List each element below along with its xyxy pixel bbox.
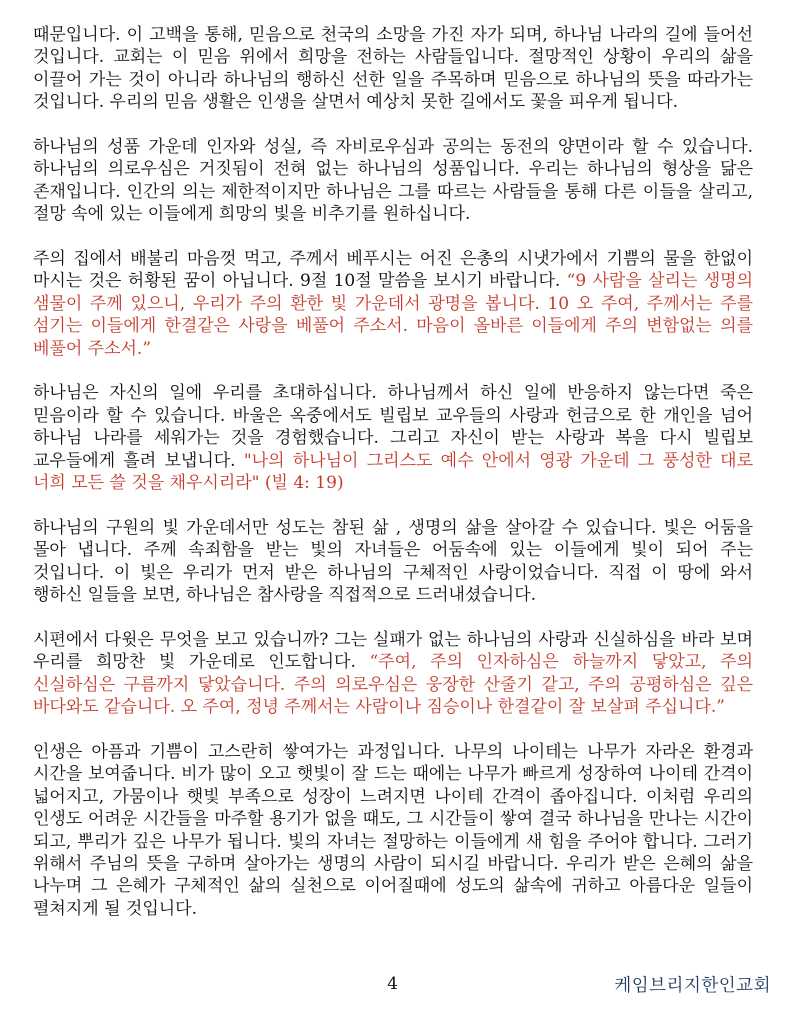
paragraph-2: [33, 136, 753, 226]
body-text-run: 주의 집에서 배불리 마음껏 먹고, 주께서 베푸시는 어진 은총의 시냇가에서 기쁨의 물을 한없이 마시는 것은 허황된 꿈이 아닙니다. 9절 10절 말씀을 보시기 바랍니다.: [33, 249, 753, 292]
body-text-run: 하나님은 자신의 일에 우리를 초대하십니다. 하나님께서 하신 일에 반응하지 않는다면 죽은 믿음이라 할 수 있습니다. 바울은 옥중에서도 빌립보 교우들의 사랑과 헌금으로 한 개인을 넘어 하나님 나라를 세워가는 것을 경험했습니다. 그리고 자신이 받는 사랑과 복을 다시 빌립보 교우들에게 흘려 보냅니다.: [33, 383, 753, 471]
scripture-quote-philippians-4-19: "나의 하나님이 그리스도 예수 안에서 영광 가운데 그 풍성한 대로 너희 모든 쓸 것을 채우시리라" (빌 4: 19): [33, 450, 753, 494]
body-text-run: 인생은 아픔과 기쁨이 고스란히 쌓여가는 과정입니다. 나무의 나이테는 나무가 자라온 환경과 시간을 보여줍니다. 비가 많이 오고 햇빛이 잘 드는 때에는 나무가 빠르게 성장하여 나이테 간격이 넓어지고, 가뭄이나 햇빛 부족으로 성장이 느려지면 나이테 간격이 좁아집니다. 이처럼 우리의 인생도 어려운 시간들을 마주할 용기가 없을 때도, 그 시간들이 쌓여 결국 하나님을 만나는 시간이 되고, 뿌리가 깊은 나무가 됩니다. 빛의 자녀는 절망하는 이들에게 새 힘을 주어야 합니다. 그러기 위해서 주님의 뜻을 구하며 살아가는 생명의 사람이 되시길 바랍니다. 우리가 받은 은혜의 삶을 나누며 그 은혜가 구체적인 삶의 실천으로 이어질때에 성도의 삶속에 귀하고 아름다운 일들이 펼쳐지게 될 것입니다.: [33, 741, 753, 919]
paragraph-4: [33, 382, 753, 494]
paragraph-3: [33, 248, 753, 360]
paragraph-7: [33, 741, 753, 920]
body-text-run: 하나님의 성품 가운데 인자와 성실, 즉 자비로우심과 공의는 동전의 양면이라 할 수 있습니다. 하나님의 의로우심은 거짓됨이 전혀 없는 하나님의 성품입니다. 우리는 하나님의 형상을 닮은 존재입니다. 인간의 의는 제한적이지만 하나님은 그를 따르는 사람들을 통해 다른 이들을 살리고, 절망 속에 있는 이들에게 희망의 빛을 비추기를 원하십니다.: [33, 137, 753, 225]
paragraph-1: [33, 24, 753, 114]
body-text-run: 하나님의 구원의 빛 가운데서만 성도는 참된 삶 , 생명의 삶을 살아갈 수 있습니다. 빛은 어둠을 몰아 냅니다. 주께 속죄함을 받는 빛의 자녀들은 어둠속에 있는 이들에게 빛이 되어 주는 것입니다. 이 빛은 우리가 먼저 받은 하나님의 구체적인 사랑이었습니다. 직접 이 땅에 와서 행하신 일들을 보면, 하나님은 참사랑을 직접적으로 드러내셨습니다.: [33, 517, 753, 606]
scripture-quote-psalm-36-9-10: “9 사람을 살리는 생명의 샘물이 주께 있으니, 우리가 주의 환한 빛 가운데서 광명을 봅니다. 10 오 주여, 주께서는 주를 섬기는 이들에게 한결같은 사랑을 베풀어 주소서. 마음이 올바른 이들에게 주의 변함없는 의를 베풀어 주소서.”: [33, 271, 753, 359]
body-text-run: 시편에서 다윗은 무엇을 보고 있습니까? 그는 실패가 없는 하나님의 사랑과 신실하심을 바라 보며 우리를 희망찬 빛 가운데로 인도합니다.: [33, 629, 753, 673]
paragraph-6: [33, 629, 753, 719]
church-name-footer: 케임브리지한인교회: [614, 976, 771, 996]
page-number: 4: [387, 974, 398, 994]
document-body: [33, 24, 753, 920]
scripture-quote-psalm-36-5-6: “주여, 주의 인자하심은 하늘까지 닿았고, 주의 신실하심은 구름까지 닿았습니다. 주의 의로우심은 웅장한 산줄기 같고, 주의 공평하심은 깊은 바다와도 같습니다. 오 주여, 정녕 주께서는 사람이나 짐승이나 한결같이 잘 보살펴 주십니다.”: [33, 652, 753, 718]
body-text-run: 때문입니다. 이 고백을 통해, 믿음으로 천국의 소망을 가진 자가 되며, 하나님 나라의 길에 들어선 것입니다. 교회는 이 믿음 위에서 희망을 전하는 사람들입니다. 절망적인 상황이 우리의 삶을 이끌어 가는 것이 아니라 하나님의 행하신 선한 일을 주목하며 믿음으로 하나님의 뜻을 따라가는 것입니다. 우리의 믿음 생활은 인생을 살면서 예상치 못한 길에서도 꽃을 피우게 됩니다.: [33, 25, 753, 113]
paragraph-5: [33, 517, 753, 607]
